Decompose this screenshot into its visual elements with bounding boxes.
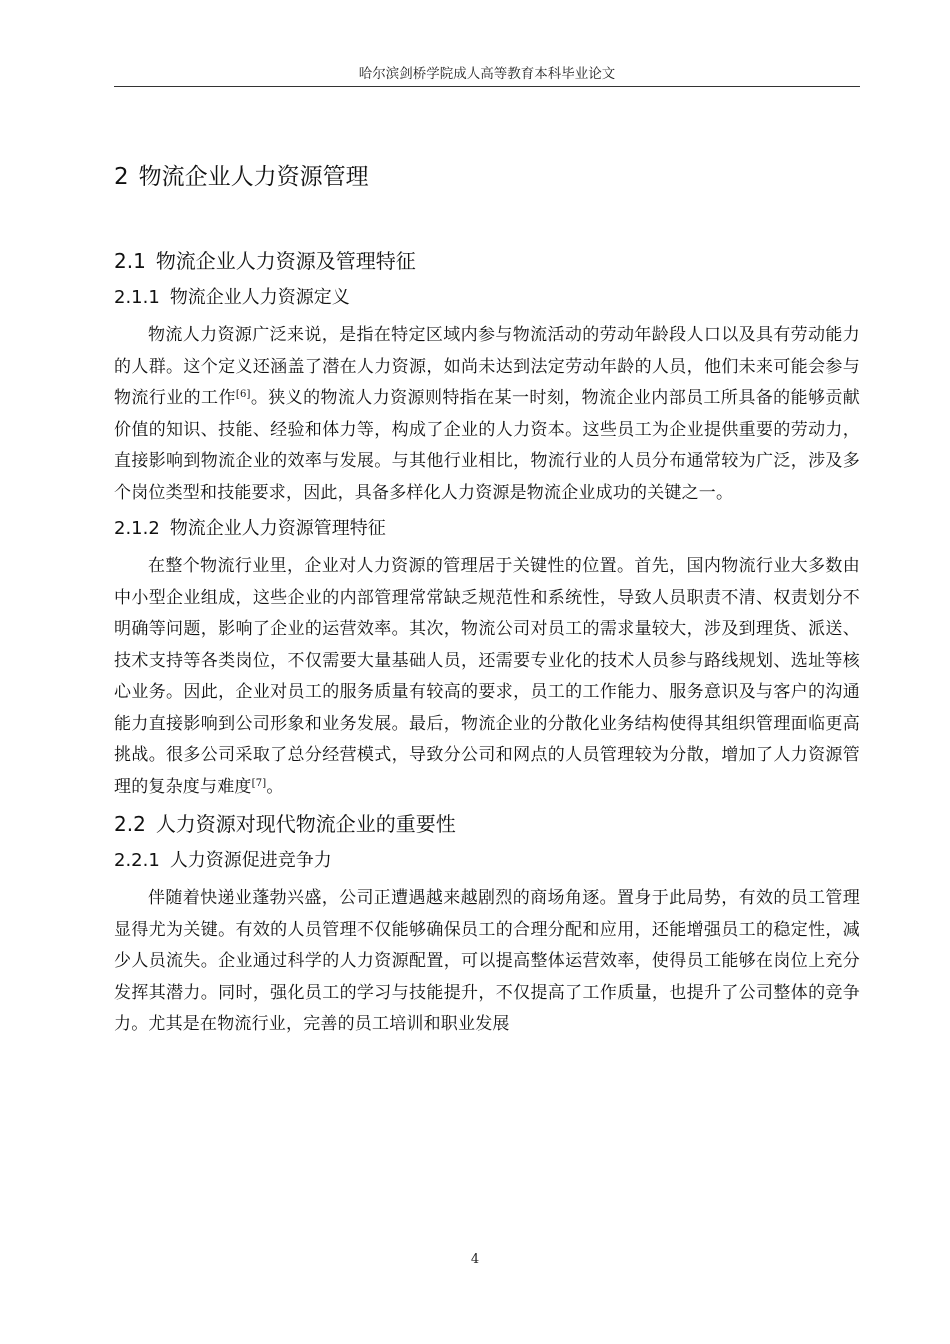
section-heading-2-1 (114, 246, 860, 276)
subsection-number: 2.1.2 (114, 518, 160, 539)
subsection-heading-2-1-2 (114, 515, 860, 543)
subsection-title: 人力资源促进竞争力 (169, 850, 332, 871)
section-number: 2.1 (114, 249, 146, 273)
chapter-heading (114, 160, 860, 194)
chapter-title: 物流企业人力资源管理 (138, 164, 369, 190)
subsection-number: 2.1.1 (114, 287, 160, 308)
paragraph-text: 在整个物流行业里，企业对人力资源的管理居于关键性的位置。首先，国内物流行业大多数由中小型企业组成，这些企业的内部管理常常缺乏规范性和系统性，导致人员职责不清、权责划分不明确等问题，影响了企业的运营效率。其次，物流公司对员工的需求量较大，涉及到理货、派送、技术支持等各类岗位，不仅需要大量基础人员，还需要专业化的技术人员参与路线规划、选址等核心业务。因此，企业对员工的服务质量有较高的要求，员工的工作能力、服务意识及与客户的沟通能力直接影响到公司形象和业务发展。最后，物流企业的分散化业务结构使得其组织管理面临更高挑战。很多公司采取了总分经营模式，导致分公司和网点的人员管理较为分散，增加了人力资源管理的复杂度与难度 (114, 556, 860, 797)
chapter-number: 2 (114, 164, 129, 190)
citation-7[interactable]: [7] (251, 777, 267, 789)
running-header: 哈尔滨剑桥学院成人高等教育本科毕业论文 (358, 66, 616, 82)
header-divider (114, 86, 860, 87)
paragraph-text: 物流人力资源广泛来说，是指在特定区域内参与物流活动的劳动年龄段人口以及具有劳动能力的人群。这个定义还涵盖了潜在人力资源，如尚未达到法定劳动年龄的人员，他们未来可能会参与物流行业的工作 (114, 325, 860, 408)
subsection-number: 2.2.1 (114, 850, 160, 871)
paragraph-text: 。 (266, 776, 284, 797)
subsection-heading-2-1-1 (114, 284, 860, 312)
subsection-heading-2-2-1 (114, 847, 860, 875)
subsection-title: 物流企业人力资源管理特征 (169, 518, 386, 539)
paragraph-2-2-1: 伴随着快递业蓬勃兴盛，公司正遭遇越来越剧烈的商场角逐。置身于此局势，有效的员工管理显得尤为关键。有效的人员管理不仅能够确保员工的合理分配和应用，还能增强员工的稳定性，减少人员流失。企业通过科学的人力资源配置，可以提高整体运营效率，使得员工能够在岗位上充分发挥其潜力。同时，强化员工的学习与技能提升，不仅提高了工作质量，也提升了公司整体的竞争力。尤其是在物流行业，完善的员工培训和职业发展 (114, 888, 860, 1034)
section-title: 人力资源对现代物流企业的重要性 (155, 812, 456, 836)
page-number: 4 (470, 1252, 480, 1267)
subsection-title: 物流企业人力资源定义 (169, 287, 350, 308)
section-title: 物流企业人力资源及管理特征 (155, 249, 416, 273)
paragraph-text: 。狭义的物流人力资源则特指在某一时刻，物流企业内部员工所具备的能够贡献价值的知识、技能、经验和体力等，构成了企业的人力资本。这些员工为企业提供重要的劳动力，直接影响到物流企业的效率与发展。与其他行业相比，物流行业的人员分布通常较为广泛，涉及多个岗位类型和技能要求，因此，具备多样化人力资源是物流企业成功的关键之一。 (114, 388, 860, 503)
section-heading-2-2 (114, 809, 860, 839)
citation-6[interactable]: [6] (235, 389, 251, 400)
page-body (114, 160, 860, 1047)
section-number: 2.2 (114, 812, 146, 836)
paragraph-2-1-1 (114, 320, 860, 509)
paragraph-2-1-2 (114, 551, 860, 803)
